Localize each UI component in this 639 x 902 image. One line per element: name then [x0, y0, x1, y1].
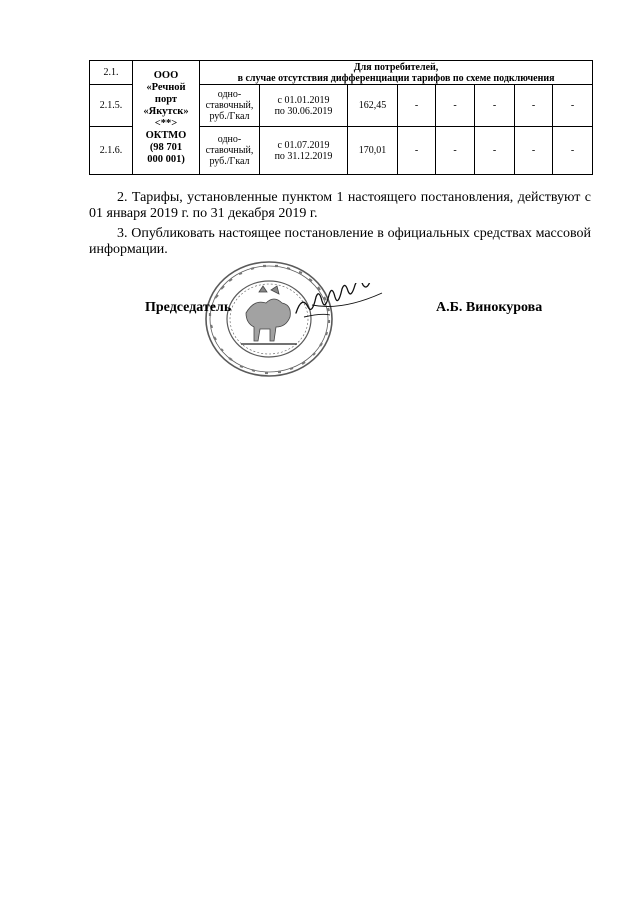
period-cell: с 01.01.2019 по 30.06.2019 [260, 85, 348, 127]
dash-cell: - [436, 85, 475, 127]
tariff-value: 162,45 [348, 85, 398, 127]
tariff-type-cell: одно- ставочный, руб./Гкал [200, 127, 260, 175]
organization-cell: ООО «Речной порт «Якутск» <**> ОКТМО (98 701 000 001) [133, 61, 200, 175]
table-row [90, 61, 593, 85]
period-cell: с 01.07.2019 по 31.12.2019 [260, 127, 348, 175]
signer-title: Председатель [145, 300, 232, 315]
tariff-type-cell: одно- ставочный, руб./Гкал [200, 85, 260, 127]
row-number: 2.1.6. [90, 127, 133, 175]
tariff-value: 170,01 [348, 127, 398, 175]
dash-cell: - [475, 127, 515, 175]
dash-cell: - [515, 127, 553, 175]
signer-name: А.Б. Винокурова [436, 300, 543, 315]
row-number: 2.1.5. [90, 85, 133, 127]
dash-cell: - [553, 85, 593, 127]
dash-cell: - [515, 85, 553, 127]
dash-cell: - [553, 127, 593, 175]
dash-cell: - [475, 85, 515, 127]
dash-cell: - [398, 127, 436, 175]
dash-cell: - [398, 85, 436, 127]
paragraph-3: 3. Опубликовать настоящее постановление в официальных средствах массовой информации. [89, 226, 591, 257]
consumer-header: Для потребителей, в случае отсутствия дифференциации тарифов по схеме подключения [200, 61, 593, 85]
dash-cell: - [436, 127, 475, 175]
handwritten-signature [292, 283, 398, 323]
paragraph-2: 2. Тарифы, установленные пунктом 1 настоящего постановления, действуют с 01 января 2019 г. по 31 декабря 2019 г. [89, 190, 591, 221]
row-number: 2.1. [90, 61, 133, 85]
tariff-table [89, 60, 593, 175]
